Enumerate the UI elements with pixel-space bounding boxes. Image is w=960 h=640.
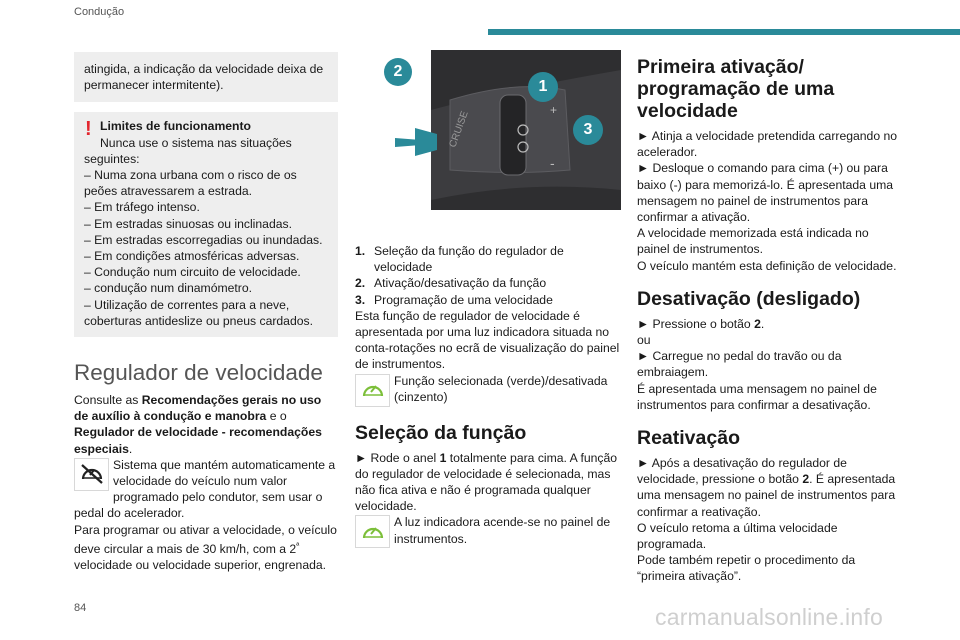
selection-paragraph: ► Rode o anel 1 totalmente para cima. A função do regulador de velocidade é selecionada, mas não fica ativa e não é programada qualquer velocidade.	[355, 450, 618, 514]
programming-paragraph: Para programar ou ativar a velocidade, o veículo deve circular a mais de 30 km/h, com a $2^ª$ velocidade ou velocidade superior, engrenada.	[74, 522, 337, 573]
warning-icon: !	[85, 118, 92, 141]
warning-line: seguintes:	[84, 151, 140, 166]
step-text: ► Após a desativação do regulador de velocidade, pressione o botão 2. É apresentada uma mensagem no painel de instrumentos para confirmar a reativação.	[637, 456, 896, 519]
watermark: carmanualsonline.info	[655, 604, 883, 630]
warning-line: – Em tráfego intenso.	[84, 200, 200, 215]
warning-title: Limites de funcionamento	[100, 119, 252, 134]
continued-note-box	[74, 52, 338, 102]
consult-paragraph: Consulte as Recomendações gerais no uso de auxílio à condução e manobra e o Regulador de velocidade - recomendações especiais.	[74, 393, 322, 456]
svg-text:+: +	[550, 103, 558, 117]
indicator-status: Função selecionada (verde)/desativada (cinzento)	[355, 373, 621, 408]
warning-line: – Em estradas escorregadias ou inundadas.	[84, 232, 323, 247]
callout-3: 3	[573, 115, 603, 145]
indicator-lit: A luz indicadora acende-se no painel de instrumentos.	[355, 514, 621, 549]
cruise-control-icon	[355, 515, 390, 548]
control-list	[355, 243, 621, 308]
steering-stalk-illustration	[355, 50, 621, 215]
warning-intro: Nunca use o sistema nas situações	[100, 135, 292, 150]
warning-line: – Numa zona urbana com o risco de os peões atravessarem a estrada.	[84, 168, 297, 199]
cruise-description: Sistema que mantém automaticamente a velocidade do veículo num valor programado pelo condutor, sem usar o pedal do acelerador.	[74, 457, 336, 521]
step-text: ► Carregue no pedal do travão ou da embraiagem.	[637, 349, 842, 380]
column-middle	[355, 50, 621, 549]
info-text: Pode também repetir o procedimento da “primeira ativação”.	[637, 553, 856, 584]
warning-line: – Utilização de correntes para a neve, coberturas antideslize ou pneus cardados.	[84, 297, 313, 328]
header-section-title: Condução	[74, 6, 125, 18]
warning-line: – Em condições atmosféricas adversas.	[84, 249, 300, 264]
info-text: O veículo retoma a última velocidade programada.	[637, 520, 838, 552]
list-item: 3. Programação de uma velocidade	[355, 292, 553, 307]
indicator-paragraph: Esta função de regulador de velocidade é apresentada por uma luz indicadora situada no conta-rotações no ecrã de visualização do painel de instrumentos.	[355, 308, 620, 372]
svg-text:CRUISE: CRUISE	[447, 109, 471, 150]
cruise-control-icon	[355, 374, 390, 407]
page-number: 84	[74, 602, 87, 614]
step-text: ► Pressione o botão 2.	[637, 316, 765, 331]
step-text: ► Desloque o comando para cima (+) ou para baixo (-) para memorizá-lo. É apresentada uma mensagem no painel de instrumentos para confirmar a ativação.	[637, 161, 894, 225]
continued-note-text: atingida, a indicação da velocidade deixa de permanecer intermitente).	[84, 62, 324, 93]
callout-1: 1	[528, 72, 558, 102]
info-text: ou	[637, 333, 651, 348]
cruise-control-off-icon	[74, 458, 109, 491]
list-item: 1. Seleção da função do regulador de velocidade	[355, 244, 564, 275]
svg-text:-: -	[550, 155, 555, 171]
callout-2: 2	[384, 58, 412, 86]
deactivation-heading: Desativação (desligado)	[637, 287, 861, 310]
warning-line: – Em estradas sinuosas ou inclinadas.	[84, 216, 292, 231]
warning-box	[74, 112, 338, 337]
info-text: O veículo mantém esta definição de velocidade.	[637, 258, 897, 273]
step-text: ► Atinja a velocidade pretendida carregando no acelerador.	[637, 129, 898, 160]
header-accent-bar	[488, 29, 960, 35]
section-title: Regulador de velocidade	[74, 360, 323, 386]
reactivation-heading: Reativação	[637, 427, 740, 450]
info-text: A velocidade memorizada está indicada no painel de instrumentos.	[637, 226, 869, 257]
column-right	[637, 56, 903, 585]
warning-line: – condução num dinamómetro.	[84, 281, 253, 296]
function-selection-heading: Seleção da função	[355, 421, 527, 444]
list-item: 2. Ativação/desativação da função	[355, 276, 547, 291]
warning-line: – Condução num circuito de velocidade.	[84, 265, 301, 280]
first-activation-heading: Primeira ativação/ programação de uma velocidade	[637, 56, 835, 122]
info-text: É apresentada uma mensagem no painel de instrumentos para confirmar a desativação.	[637, 381, 877, 412]
column-left	[74, 52, 338, 573]
